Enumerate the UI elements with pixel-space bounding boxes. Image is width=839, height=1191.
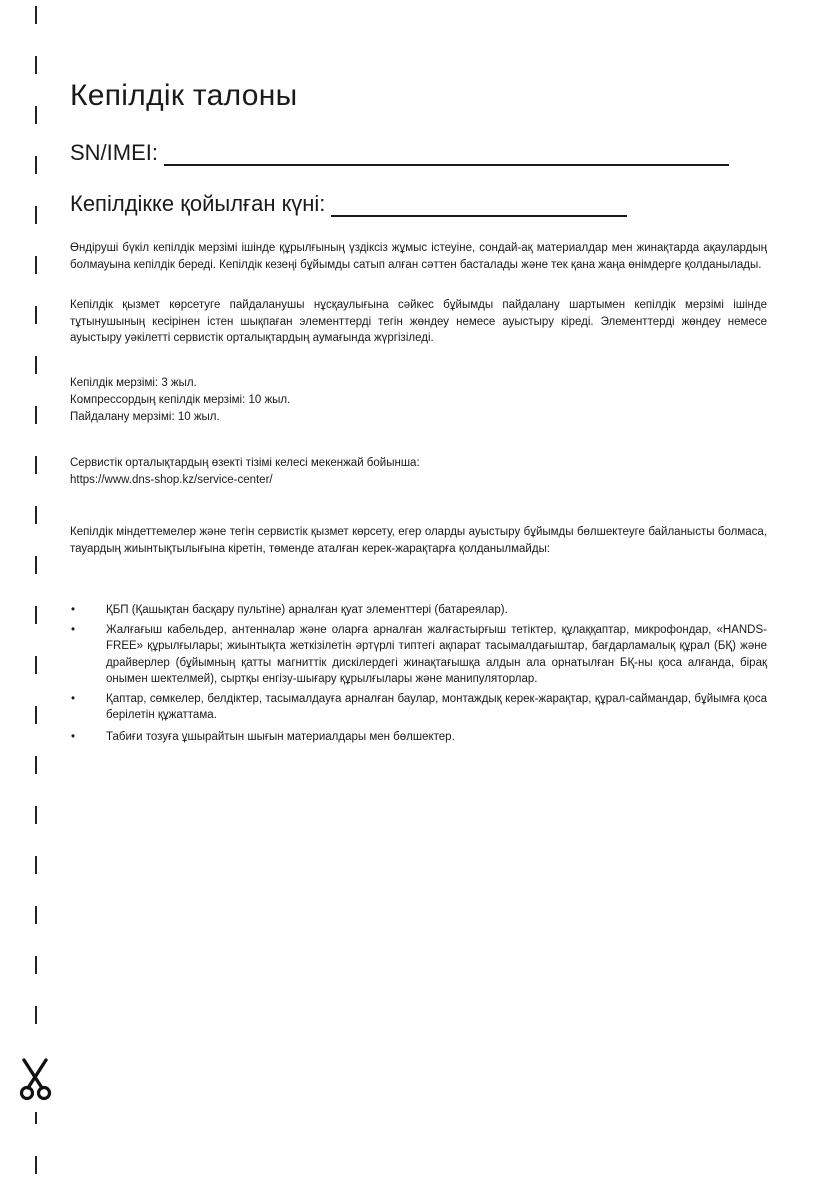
repair-paragraph: Кепілдік қызмет көрсетуге пайдаланушы нұсқаулығына сәйкес бұйымды пайдалану шартымен кепілдік мерзімі ішінде тұтынушының кесірінен істен шықпаған элементтерді тегін жөндеу немесе ауыстыру кіреді. Элементтерді жөндеу немесе ауыстыру уәкілетті сервистік орталықтардың аумағында жүргізіледі. [70,299,767,344]
exclusions-paragraph: Кепілдік міндеттемелер және тегін сервистік қызмет көрсету, егер оларды ауыстыру бұйымды бөлшектеуге байланысты болмаса, тауардың жиынтықтылығына кіретін, төменде аталған керек-жарақтарға қолданылмайды: [70,526,767,555]
service-life: Пайдалану мерзімі: 10 жыл. [70,411,220,423]
warranty-date-input-line [331,193,627,217]
service-centers-block [70,455,420,489]
scissors-icon [12,1052,62,1112]
sn-imei-input-line [164,142,729,166]
sn-imei-label: SN/IMEI: [70,140,159,165]
list-item: • Қаптар, сөмкелер, белдіктер, тасымалдауға арналған баулар, монтаждық керек-жарақтар, құрал-саймандар, бұйымға қоса берілетін құжаттама. [70,691,767,724]
guarantee-paragraph: Өндіруші бүкіл кепілдік мерзімі ішінде құрылғының үздіксіз жұмыс істеуіне, сондай-ақ материалдар мен жинақтарда ақаулардың болмауына кепілдік береді. Кепілдік кезеңі бұйымды сатып алған сәттен басталады және тек қана жаңа өнімдерге қолданылады. [70,242,767,271]
compressor-warranty-period: Компрессордың кепілдік мерзімі: 10 жыл. [70,394,291,406]
sn-imei-field [70,140,729,166]
cut-line [35,0,37,1191]
list-item: • Табиғи тозуға ұшырайтын шығын материалдары мен бөлшектер. [70,729,767,746]
service-centers-url: https://www.dns-shop.kz/service-center/ [70,474,273,486]
page-title: Кепілдік талоны [70,79,298,112]
list-item: • ҚБП (Қашықтан басқару пультіне) арналған қуат элементтері (батареялар). [70,602,767,619]
terms-block [70,375,290,426]
list-item: • Жалғағыш кабельдер, антенналар және оларға арналған жалғастырғыш тетіктер, құлаққаптар, микрофондар, «HANDS-FREE» құрылғылары; жиынтықта жеткізілетін әртүрлі типтегі ақпарат тасымалдағыштар, бағдарламалық құрал (БҚ) және драйверлер (бұйымның қатты магниттік дискілердегі жинақтағышқа алдын ала орнатылған БҚ-ны қоса алғанда, бірақ онымен шектелмей), сыртқы енгізу-шығару құрылғылары және манипуляторлар. [70,622,767,688]
exclusions-list [70,602,767,748]
warranty-date-field [70,191,627,217]
warranty-period: Кепілдік мерзімі: 3 жыл. [70,377,197,389]
warranty-date-label: Кепілдікке қойылған күні: [70,191,326,216]
service-centers-text: Сервистік орталықтардың өзекті тізімі келесі мекенжай бойынша: [70,457,420,469]
